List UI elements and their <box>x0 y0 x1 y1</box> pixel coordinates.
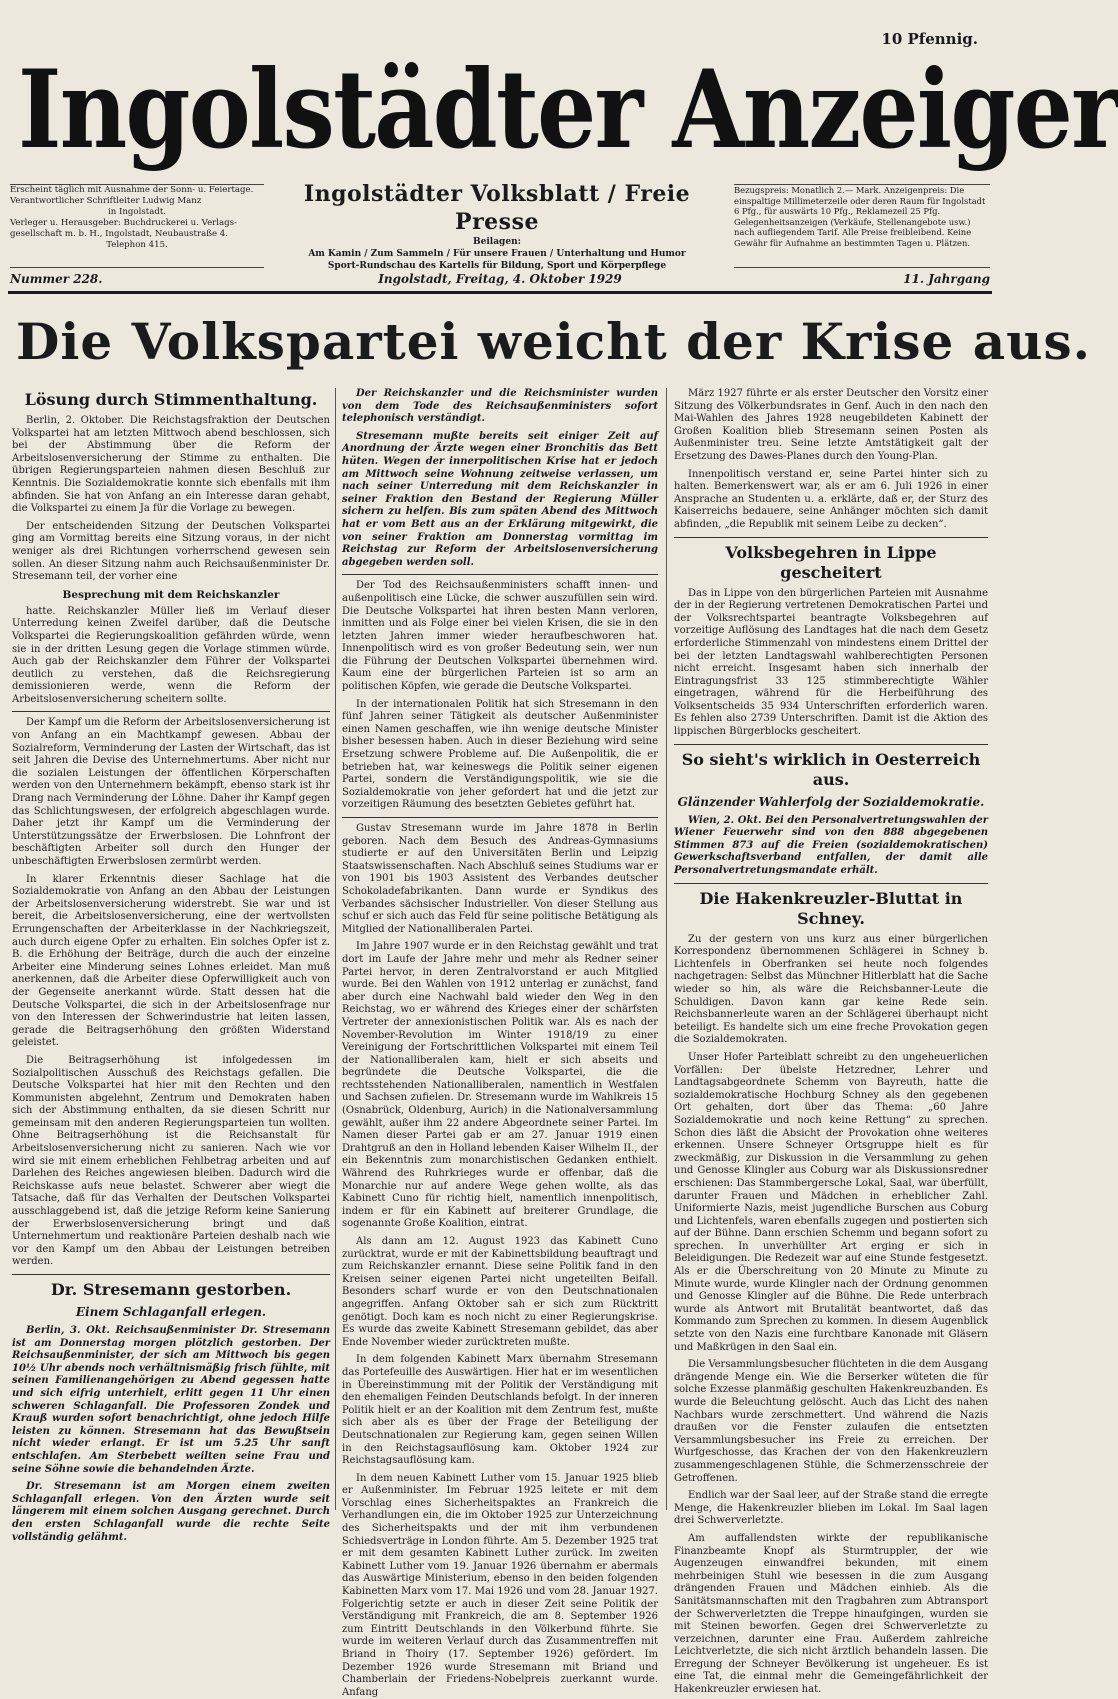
article-paragraph: Stresemann mußte bereits seit einiger Zeit auf Anordnung der Ärzte wegen einer Bronchitis das Bett hüten. Wegen der innerpolitischen Krise hat er jedoch am Mittwoch seine Wohnung zeitweise verlassen, um nach seiner Unterredung mit dem Reichskanzler in seiner Fraktion den Bestand der Regierung Müller sichern zu helfen. Bis zum späten Abend des Mittwoch hat er vom Bett aus an der Erklärung mitgewirkt, die von seiner Fraktion am Donnerstag vormittag im Reichstag zur Reform der Arbeitslosenversicherung abgegeben werden soll. <box>342 430 658 568</box>
article-paragraph: In der internationalen Politik hat sich Stresemann in den fünf Jahren seiner Tätigkeit als deutscher Außenminister einen Namen geschaffen, wie ihn wenige deutsche Minister bisher besessen haben. Auch in dieser Beziehung wird seine Ersetzung schwere Probleme auf. Die Außenpolitik, die er betrieben hat, war keineswegs die Politik seiner eigenen Partei, sondern die Verständigungspolitik, wie sie die Sozialdemokratie von jeher gefordert hat und die jetzt zur vorzeitigen Räumung des besetzten Gebietes geführt hat. <box>342 698 658 811</box>
article-paragraph: Wien, 2. Okt. Bei den Personalvertretungswahlen der Wiener Feuerwehr sind von den 888 abgegebenen Stimmen 873 auf die Freien (sozialdemokratischen) Gewerkschaftsverband entfallen, der damit alle Personalvertretungsmandate erhält. <box>674 814 988 877</box>
volume-year: 11. Jahrgang <box>903 272 990 286</box>
publisher-info-line: Verleger u. Herausgeber: Buchdruckerei u. Verlags- <box>10 218 237 228</box>
column-divider <box>335 388 336 1510</box>
main-headline: Die Volkspartei weicht der Krise aus. <box>16 312 1092 371</box>
supplements-line: Sport-Rundschau des Kartells für Bildung, Sport und Körperpflege <box>327 261 667 271</box>
article-paragraph: Berlin, 2. Oktober. Die Reichstagsfraktion der Deutschen Volkspartei hat am letzten Mittwoch abend beschlossen, sich bei der Abstimmung über die Reform der Arbeitslosenversicherung der Stimme zu enthalten. Die übrigen Regierungsparteien nahmen diesen Beschluß zur Kenntnis. Die Sozialdemokratie konnte sich ebenfalls mit ihm abfinden. Sie hat von Anfang an ein Interesse daran gehabt, die Volkspartei zu einem Ja für die Vorlage zu bewegen. <box>12 415 330 515</box>
article-subheading: Glänzender Wahlerfolg der Sozialdemokratie. <box>677 794 985 809</box>
article-paragraph: Der Reichskanzler und die Reichsminister wurden von dem Tode des Reichsaußenministers sofort telephonisch verständigt. <box>342 388 658 425</box>
price: 10 Pfennig. <box>881 30 978 48</box>
supplements-line: Am Kamin / Zum Sammeln / Für unsere Frauen / Unterhaltung und Humor <box>308 249 686 259</box>
publisher-info-line: Verantwortlicher Schriftleiter Ludwig Manz <box>10 196 202 206</box>
column-1 <box>12 388 330 1543</box>
publisher-info-line: Erscheint täglich mit Ausnahme der Sonn- u. Feiertage. <box>10 185 254 195</box>
article-paragraph: In klarer Erkenntnis dieser Sachlage hat die Sozialdemokratie von Anfang an den Abbau der Leistungen der Arbeitslosenversicherung widerstrebt. Sie war und ist bereit, die Arbeitslosenversicherung, eine der wertvollsten Errungenschaften der Arbeiterklasse in der Nachkriegszeit, auch durch eigene Opfer zu erhalten. Ein solches Opfer ist z. B. die Erhöhung der Beiträge, durch die auch der einzelne Arbeiter eine Minderung seines Lohnes erleidet. Man muß anerkennen, daß die Arbeiter diese Opferwilligkeit auch von der Gegenseite anerkannt würde. Statt dessen hat die Deutsche Volkspartei, die sich in der Arbeitslosenfrage nur von den Interessen der Schwerindustrie hat leiten lassen, gerade die Beitragserhöhung den größten Widerstand geleistet. <box>12 873 330 1049</box>
article-subheading: Einem Schlaganfall erlegen. <box>75 1305 267 1319</box>
article-paragraph: In dem neuen Kabinett Luther vom 15. Januar 1925 blieb er Außenminister. Im Februar 1925 leitete er mit dem Vorschlag eines Sicherheitspaktes an Frankreich die Verhandlungen ein, die im Oktober 1925 zur Unterzeichnung des Sicherheitspakts und der mit ihm verbundenen Schiedsverträge in London führte. Am 5. Dezember 1925 trat er mit dem gesamten Kabinett Luther zurück. Im zweiten Kabinett Luther vom 19. Januar 1926 übernahm er abermals das Auswärtige Ministerium, ebenso in den beiden folgenden Kabinetten Marx vom 17. Mai 1926 und vom 28. Januar 1927. Folgerichtig setzte er auch in dieser Zeit seine Politik der Verständigung mit Frankreich, die am 8. September 1926 zum Eintritt Deutschlands in den Völkerbund führte. Sie wurde im weiteren Verlauf durch das Zusammentreffen mit Briand in Thoiry (17. September 1926) gefördert. Im Dezember 1926 wurde Stresemann mit Briand und Chamberlain der Friedens-Nobelpreis zuerkannt wurde. Anfang <box>342 1472 658 1698</box>
issue-date: Ingolstadt, Freitag, 4. Oktober 1929 <box>378 272 622 286</box>
column-divider <box>666 388 667 1510</box>
divider <box>674 744 988 745</box>
article-subheading: Besprechung mit dem Reichskanzler <box>62 588 280 601</box>
dateline <box>10 268 990 290</box>
column-3 <box>674 388 988 1696</box>
article-paragraph: Gustav Stresemann wurde im Jahre 1878 in Berlin geboren. Nach dem Besuch des Andreas-Gymnasiums studierte er auf den Universitäten Berlin und Leipzig Staatswissenschaften. Nach Abschluß seines Studiums war er von 1901 bis 1903 Assistent des Verbandes deutscher Schokoladefabrikanten. Dann wurde er Syndikus des Verbandes sächsischer Industrieller. Von dieser Stellung aus schuf er sich auch das Feld für seine politische Betätigung als Mitglied der Nationalliberalen Partei. <box>342 823 658 935</box>
article-paragraph: Innenpolitisch verstand er, seine Partei hinter sich zu halten. Bemerkenswert war, als er am 6. Juli 1926 in einer Ansprache an Studenten u. a. erklärte, daß er, der Sturz des Kaiserreichs bedauere, seine Anhänger möchten sich damit abfinden, „die Republik mit seinem Leibe zu decken“. <box>674 468 988 530</box>
article-paragraph: hatte. Reichskanzler Müller ließ im Verlauf dieser Unterredung keinen Zweifel darüber, daß die Deutsche Volkspartei die Regierungskoalition gefährden würde, wenn sie in der dritten Lesung gegen die Vorlage stimmen würde. Auch gab der Reichskanzler dem Führer der Volkspartei deutlich zu verstehen, daß die Reichsregierung demissionieren werde, wenn die Reform der Arbeitslosenversicherung scheitern sollte. <box>12 605 330 705</box>
divider <box>674 883 988 884</box>
article-heading: Volksbegehren in Lippe gescheitert <box>725 542 937 582</box>
publisher-info-line: in Ingolstadt. <box>107 207 167 217</box>
article-paragraph: Unser Hofer Parteiblatt schreibt zu den ungeheuerlichen Vorfällen: Der übelste Hetzredner, Lehrer und Landtagsabgeordnete Schemm von Bayreuth, hatte die sozialdemokratische Hochburg Schney als den gegebenen Ort gehalten, dort über das Thema: „60 Jahre Sozialdemokratie und noch keine Rettung“ zu sprechen. Schon dies läßt die Absicht der Provokation ohne weiteres erkennen. Unsere Schneyer Ortsgruppe hielt es für zweckmäßig, zur Diskussion in die Versammlung zu gehen und Genosse Klingler aus Coburg war als Diskussionsredner erschienen: Das Stammbergersche Lokal, Saal, war überfüllt, darunter Frauen und Mädchen in erheblicher Zahl. Uniformierte Nazis, meist jugendliche Burschen aus Coburg und Lichtenfels, waren ebenfalls zugegen und postierten sich auf der Bühne. Dann erschien Schemm und begann sofort zu sprechen. In unverhüllter Art erging er sich in Beleidigungen. Die Redezeit war auf eine Stunde festgesetzt. Als er die Überschreitung von 20 Minute zu Minute zu Minute wurde, wurde Klingler nach der Ordnung genommen und Genosse Klingler auf die Bühne. Die Rede unterbrach wurde als Antwort mit Brutalität beantwortet, daß das Kommando zum Sprechen zu kommen. In diesem Augenblick setzte von den Nazis eine furchtbare Kanonade mit Gläsern und Maßkrügen in den Saal ein. <box>674 1051 988 1353</box>
article-heading: Dr. Stresemann gestorben. <box>50 1280 292 1299</box>
masthead-title: Ingolstädter Anzeiger <box>18 47 1118 173</box>
issue-number: Nummer 228. <box>10 272 103 286</box>
divider <box>8 291 992 294</box>
divider <box>342 817 658 818</box>
article-paragraph: Berlin, 3. Okt. Reichsaußenminister Dr. Stresemann ist am Donnerstag morgen plötzlich gestorben. Der Reichsaußenminister, der sich am Mittwoch bis gegen 10½ Uhr abends noch verhältnismäßig frisch fühlte, mit seinen Familienangehörigen zu Abend gegessen hatte und sich eifrig unterhielt, erlitt gegen 11 Uhr einen schweren Schlaganfall. Die Professoren Zondek und Krauß wurden sofort benachrichtigt, ohne jedoch Hilfe leisten zu können. Stresemann hat das Bewußtsein nicht wieder erlangt. Er ist um 5.25 Uhr sanft entschlafen. Am Sterbebett weilten seine Frau und seine Söhne sowie die behandelnden Ärzte. <box>12 1325 330 1475</box>
supplements-label: Beilagen: <box>473 237 521 247</box>
divider <box>342 574 658 575</box>
divider <box>674 537 988 538</box>
article-paragraph: März 1927 führte er als erster Deutscher den Vorsitz einer Sitzung des Völkerbundsrates in Genf. Auch in den nach den Mai-Wahlen des Jahres 1928 neugebildeten Kabinett der Großen Koalition blieb Stresemann seinen Posten als Außenminister treu. Seine letzte Amtstätigkeit galt der Ersetzung des Dawes-Planes durch den Young-Plan. <box>674 388 988 462</box>
article-heading: Die Hakenkreuzler-Bluttat in Schney. <box>699 888 963 928</box>
article-paragraph: Der Tod des Reichsaußenministers schafft innen- und außenpolitisch eine Lücke, die schwer auszufüllen sein wird. Die Deutsche Volkspartei hat ihren besten Mann verloren, inmitten und als Folge einer bei vielen Krisen, die sie in den letzten Jahren immer wieder heraufbeschworen hat. Innenpolitisch wird es von großer Bedeutung sein, wer nun die Führung der Deutschen Volkspartei übernehmen wird. Kaum eine der bürgerlichen Parteien ist so arm an politischen Köpfen, wie gerade die Deutsche Volkspartei. <box>342 580 658 693</box>
publisher-info-line: gesellschaft m. b. H., Ingolstadt, Neubaustraße 4. <box>10 229 229 239</box>
article-paragraph: Zu der gestern von uns kurz aus einer bürgerlichen Korrespondenz übernommenen Schlägerei in Schney b. Lichtenfels in Oberfranken sei heute noch folgendes nachgetragen: Selbst das Münchner Hitlerblatt hat die Sache wieder so hin, als wäre die Reichsbanner-Leute die Schuldigen. Davon kann gar keine Rede sein. Reichsbannerleute waren an der Schlägerei überhaupt nicht beteiligt. Es handelte sich um eine freche Provokation gegen die Sozialdemokraten. <box>674 933 988 1046</box>
article-paragraph: Am auffallendsten wirkte der republikanische Finanzbeamte Knopf als Sturmtruppler, der wie Augenzeugen einwandfrei bekunden, mit einem mehrbeinigen Stuhl wie besessen in die zum Ausgang drängenden Frauen und Mädchen einhieb. Als die Sanitätsmannschaften mit den Tragbahren zum Abtransport der Schwerverletzten die Treppe hinaufgingen, wurden sie mit Steinen beworfen. Gegen drei Schwerverletzte zu verzeichnen, darunter eine Frau. Außerdem zahlreiche Leichtverletzte, die sich nicht ärztlich behandeln lassen. Die Erregung der Schneyer Bevölkerung ist ungeheuer. Es ist eine Tat, die einmal mehr die Gemeingefährlichkeit der Hakenkreuzler erwiesen hat. <box>674 1532 988 1696</box>
divider <box>12 1274 330 1275</box>
masthead-subtitle: Ingolstädter Volksblatt / Freie Presse <box>303 181 691 235</box>
article-heading: Lösung durch Stimmenthaltung. <box>24 390 318 409</box>
article-paragraph: Der entscheidenden Sitzung der Deutschen Volkspartei ging am Vormittag bereits eine Sitzung voraus, in der nicht weniger als drei Richtungen vorherrschend gewesen sein sollen. An dieser Sitzung nahm auch Reichsaußenminister Dr. Stresemann teil, der vorher eine <box>12 520 330 583</box>
column-2 <box>342 388 658 1698</box>
article-paragraph: Die Versammlungsbesucher flüchteten in die dem Ausgang drängende Menge ein. Wie die Berserker wüteten die für solche Exzesse planmäßig geschulten Hakenkreuzbanden. Es wurde die Beleuchtung gelöscht. Auch das Licht des nahen Nachbars wurde zerschmettert. Und während die Nazis draußen vor die Fenster zulaufen die entsetzten Versammlungsbesucher ins Freie zu erreichen. Der Wurfgeschosse, das Krachen der von den Hakenkreuzlern zusammengeschlagenen Stühle, die Schmerzensschreie der Getroffenen. <box>674 1359 988 1484</box>
article-paragraph: Als dann am 12. August 1923 das Kabinett Cuno zurücktrat, wurde er mit der Kabinettsbildung beauftragt und zum Reichskanzler ernannt. Diese seine Politik fand in den Kreisen seiner eigenen Partei nicht ungeteilten Beifall. Besonders scharf wurde er von den Deutschnationalen angegriffen. Anfang Oktober sah er sich zum Rücktritt genötigt. Doch kam es noch nicht zu einer Regierungskrise. Es wurde das zweite Kabinett Stresemann gebildet, das aber Ende November wieder zurücktreten mußte. <box>342 1236 658 1348</box>
article-paragraph: In dem folgenden Kabinett Marx übernahm Stresemann das Portefeuille des Auswärtigen. Hier hat er im wesentlichen in Übereinstimmung mit der Politik der Verständigung mit den ehemaligen Feinden Deutschlands befolgt. In der inneren Politik hielt er an der Koalition mit dem Zentrum fest, mußte sich aber als es über der Frage der Beteiligung der Deutschnationalen zur Regierung kam, gegen seinen Willen in den Reichstagsauflösung kam. Oktober 1924 zur Reichstagsauflösung kam. <box>342 1354 658 1467</box>
masthead-subtitle-block <box>272 180 722 271</box>
article-paragraph: Endlich war der Saal leer, auf der Straße stand die erregte Menge, die Hakenkreuzler blieben im Lokal. Im Saal lagen drei Schwerverletzte. <box>674 1490 988 1527</box>
subscription-info: Bezugspreis: Monatlich 2.— Mark. Anzeigenpreis: Die einspaltige Millimeterzeile oder deren Raum für Ingolstadt 6 Pfg., für auswärts 10 Pfg., Reklamezeil 25 Pfg. Gelegenheitsanzeigen (Verkäufe, Stellenangebote usw.) nach aufliegendem Tarif. Alle Preise freibleibend. Keine Gewähr für Aufnahme an bestimmten Tagen u. Plätzen. <box>734 184 990 268</box>
publisher-info-line: Telephon 415. <box>106 240 168 250</box>
article-paragraph: Im Jahre 1907 wurde er in den Reichstag gewählt und trat dort im Laufe der Jahre mehr und mehr als Redner seiner Partei hervor, in deren Zentralvorstand er auch Mitglied wurde. Bei den Wahlen von 1912 unterlag er zunächst, fand aber durch eine Nachwahl bald wieder den Weg in den Reichstag, wo er während des Krieges einer der schärfsten Vertreter der annexionistischen Politik war. Als es nach der November-Revolution im Winter 1918/19 zu einer Vereinigung der Fortschrittlichen Volkspartei mit einem Teil der Nationalliberalen kam, hielt er sich abseits und begründete die Deutsche Volkspartei, die die rechtsstehenden Nationalliberalen, namentlich in Westfalen und Sachsen zufielen. Dr. Stresemann wurde im Wahlkreis 15 (Osnabrück, Oldenburg, Aurich) in die Nationalversammlung gewählt, außer ihm 22 andere Abgeordnete seiner Partei. Im Namen dieser Partei gab er am 27. Januar 1919 einen Drahtgruß an den in Holland lebenden Kaiser Wilhelm II., der ein Bekenntnis zum monarchistischen Gedanken enthielt. Während des Ruhrkrieges wurde er offenbar, daß die Monarchie nur auf andere Wege gehen wollte, als das Kabinett Cuno für richtig hielt, namentlich innenpolitisch, indem er für ein Kabinett auf breiterer Grundlage, die sogenannte Große Koalition, eintrat. <box>342 941 658 1230</box>
article-paragraph: Das in Lippe von den bürgerlichen Parteien mit Ausnahme der in der Regierung vertretenen Demokratischen Partei und der Volksrechtspartei beantragte Volksbegehren auf vorzeitige Auflösung des Landtages hat die nach dem Gesetz erforderliche Stimmenzahl von mindestens einem Drittel der bei der letzten Landtagswahl wahlberechtigten Personen nicht erreicht. Insgesamt haben sich innerhalb der Eintragungsfrist 33 125 stimmberechtigte Wähler eingetragen, während für die Herbeiführung des Volksentscheids 35 934 Unterschriften erforderlich waren. Es fehlen also 2739 Unterschriften. Damit ist die Aktion des lippischen Bürgerblocks gescheitert. <box>674 587 988 738</box>
article-paragraph: Der Kampf um die Reform der Arbeitslosenversicherung ist von Anfang an ein Machtkampf gewesen. Abbau der Sozialreform, Verminderung der Lasten der Wirtschaft, das ist seit Jahren die Devise des Unternehmertums. Aber nicht nur die sozialen Leistungen der öffentlichen Körperschaften werden von den Unternehmern bekämpft, ebenso stark ist ihr Drang nach Verminderung der Löhne. Daher ihr Kampf gegen das Schlichtungswesen, der erfolgreich abgeschlagen wurde. Daher jetzt ihr Kampf um die Verminderung der Unterstützungssätze der Erwerbslosen. Die Lohnfront der beschäftigten Arbeiter soll durch den Hunger der unbeschäftigten Erwerbslosen zermürbt werden. <box>12 717 330 867</box>
publisher-info <box>10 184 264 268</box>
article-heading: So sieht's wirklich in Oesterreich aus. <box>681 749 981 789</box>
article-paragraph: Die Beitragserhöhung ist infolgedessen im Sozialpolitischen Ausschuß des Reichstags gefallen. Die Deutsche Volkspartei hat hier mit den Rechten und den Kommunisten abgelehnt, Zentrum und Demokraten haben sich der Abstimmung enthalten, da sie diesen Schritt nur gemeinsam mit den anderen Regierungsparteien tun wollten. Ohne Beitragserhöhung ist die Reichsanstalt für Arbeitslosenversicherung nicht zu sanieren. Nach wie vor wird sie mit einem erheblichen Fehlbetrag arbeiten und auf Darlehen des Reiches angewiesen bleiben. Dadurch wird die Reichskasse aufs neue belastet. Schwerer aber wiegt die Tatsache, daß für das Verhalten der Deutschen Volkspartei ausschlaggebend ist, daß die jetzige Reform keine Sanierung der Erwerbslosenversicherung bringt und daß Unternehmertum und reaktionäre Parteien deshalb nach wie vor den Kampf um den Abbau der Leistungen betreiben werden. <box>12 1054 330 1268</box>
article-paragraph: Dr. Stresemann ist am Morgen einem zweiten Schlaganfall erlegen. Von den Ärzten wurde seit längerem mit einem solchen Ausgang gerechnet. Durch den ersten Schlaganfall wurde die rechte Seite vollständig gelähmt. <box>12 1481 330 1543</box>
divider <box>12 711 330 712</box>
